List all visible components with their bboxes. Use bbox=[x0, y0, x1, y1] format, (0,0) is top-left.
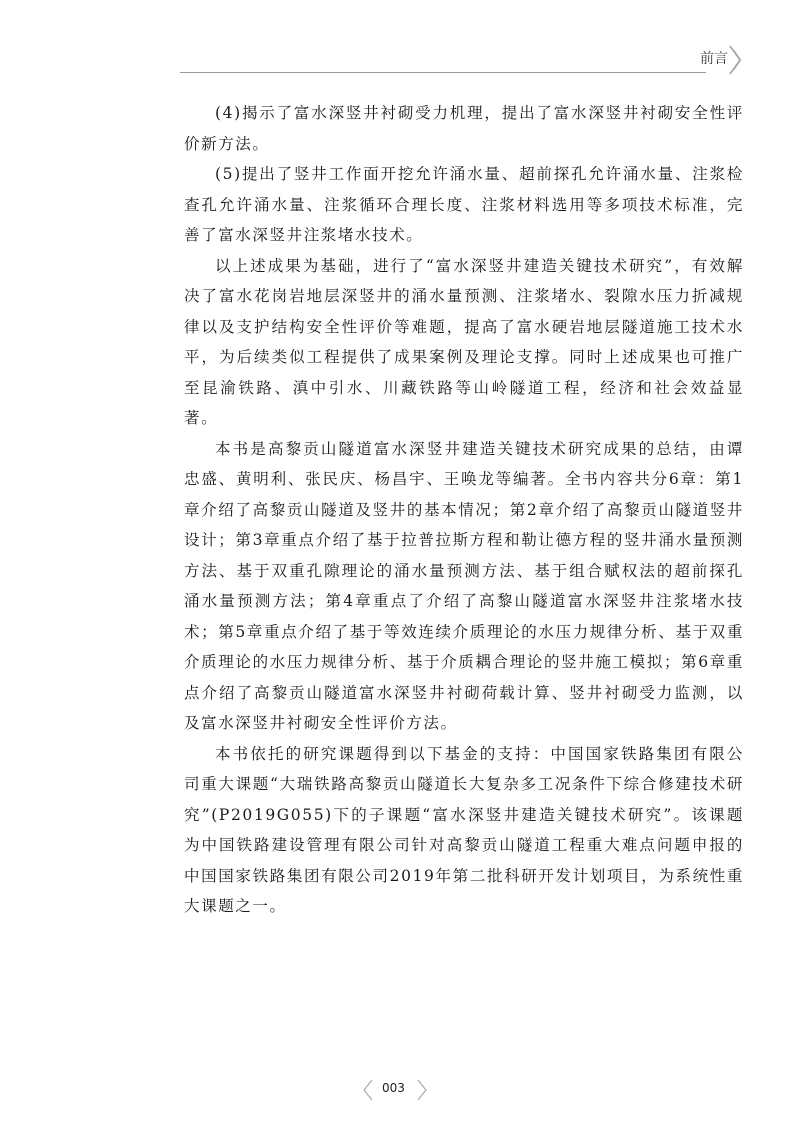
section-title: 前言 bbox=[700, 51, 728, 67]
page-number: 003 bbox=[382, 1081, 405, 1095]
chevron-left-icon bbox=[362, 1078, 374, 1102]
paragraph: 以上述成果为基础，进行了“富水深竖井建造关键技术研究”，有效解决了富水花岗岩地层深竖井的涌水量预测、注浆堵水、裂隙水压力折减规律以及支护结构安全性评价等难题，提高了富水硬岩地层隧道施工技术水平，为后续类似工程提供了成果案例及理论支撑。同时上述成果也可推广至昆渝铁路、滇中引水、川藏铁路等山岭隧道工程，经济和社会效益显著。 bbox=[184, 256, 744, 427]
paragraph: 本书依托的研究课题得到以下基金的支持：中国国家铁路集团有限公司重大课题“大瑞铁路高黎贡山隧道长大复杂多工况条件下综合修建技术研究”(P2019G055)下的子课题“富水深竖井建造关键技术研究”。该课题为中国铁路建设管理有限公司针对高黎贡山隧道工程重大难点问题申报的中国国家铁路集团有限公司2019年第二批科研开发计划项目，为系统性重大课题之一。 bbox=[184, 744, 744, 915]
body-text bbox=[184, 98, 744, 922]
paragraph: 本书是高黎贡山隧道富水深竖井建造关键技术研究成果的总结，由谭忠盛、黄明利、张民庆、杨昌宇、王唤龙等编著。全书内容共分6章：第1章介绍了高黎贡山隧道及竖井的基本情况；第2章介绍了高黎贡山隧道竖井设计；第3章重点介绍了基于拉普拉斯方程和勒让德方程的竖井涌水量预测方法、基于双重孔隙理论的涌水量预测方法、基于组合赋权法的超前探孔涌水量预测方法；第4章重点了介绍了高黎山隧道富水深竖井注浆堵水技术；第5章重点介绍了基于等效连续介质理论的水压力规律分析、基于双重介质理论的水压力规律分析、基于介质耦合理论的竖井施工模拟；第6章重点介绍了高黎贡山隧道富水深竖井衬砌荷载计算、竖井衬砌受力监测，以及富水深竖井衬砌安全性评价方法。 bbox=[184, 439, 744, 732]
page-footer bbox=[360, 1076, 430, 1104]
chevron-right-icon bbox=[728, 44, 742, 76]
paragraph: (4)揭示了富水深竖井衬砌受力机理，提出了富水深竖井衬砌安全性评价新方法。 bbox=[184, 104, 744, 153]
paragraph: (5)提出了竖井工作面开挖允许涌水量、超前探孔允许涌水量、注浆检查孔允许涌水量、注浆循环合理长度、注浆材料选用等多项技术标准，完善了富水深竖井注浆堵水技术。 bbox=[184, 165, 744, 244]
header-rule bbox=[180, 72, 706, 73]
chevron-right-icon bbox=[416, 1078, 428, 1102]
running-header bbox=[180, 38, 740, 78]
